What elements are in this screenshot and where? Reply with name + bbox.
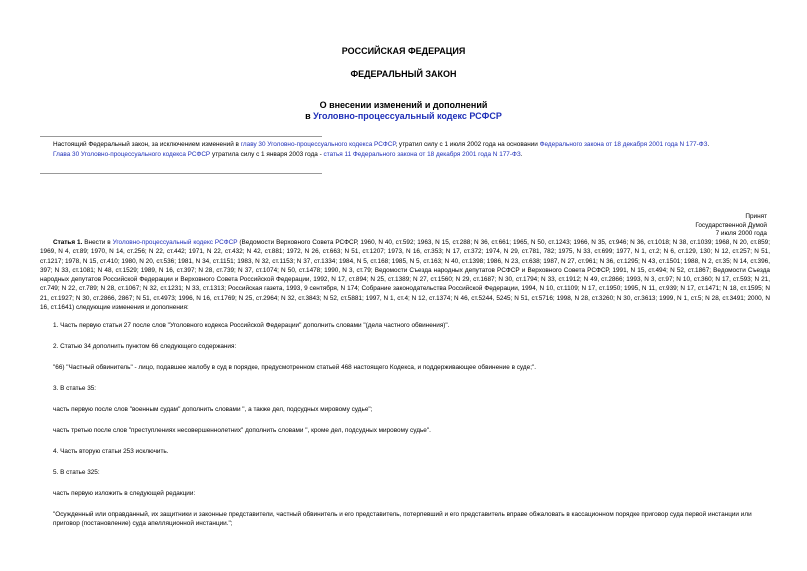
item-2-text: "66) "Частный обвинитель" - лицо, подавшее жалобу в суд в порядке, предусмотренном статьей 468 настоящего Кодекса, и поддерживающее обвинение в суде;". — [53, 364, 537, 371]
doc-type-heading: ФЕДЕРАЛЬНЫЙ ЗАКОН — [350, 69, 457, 79]
article11-link[interactable]: статья 11 Федерального закона от 18 декабря 2001 года N 177-ФЗ — [323, 151, 521, 158]
item-3: 3. В статье 35: — [53, 385, 97, 392]
item-3-part1: часть первую после слов "военным судам" дополнить словами ", а также дел, подсудных мировому судье"; — [53, 406, 373, 413]
note-top-divider — [40, 136, 322, 137]
item-1: 1. Часть первую статьи 27 после слов "Уголовного кодекса Российской Федерации" дополнить словами "(дела частного обвинения)". — [53, 322, 450, 329]
article-label: Статья 1. — [53, 239, 83, 246]
note-text: . — [520, 151, 523, 158]
item-5-part1: часть первую изложить в следующей редакции: — [53, 490, 196, 497]
item-5-text: "Осужденный или оправданный, их защитники и законные представители, частный обвинитель и его представитель, потерпевший и его представитель вправе обжаловать в кассационном порядке приговор суда первой инстанции или приговор (постановление) суда апелляционной инстанции."; — [53, 511, 752, 528]
article-intro: Внести в — [82, 239, 113, 246]
law-title-line1: О внесении изменений и дополнений — [319, 100, 488, 110]
law-title-line2 — [0, 111, 807, 122]
law-title — [0, 100, 807, 122]
item-4: 4. Часть вторую статьи 253 исключить. — [53, 448, 169, 455]
acceptance-line-1: Принят — [745, 213, 767, 220]
chapter30-link[interactable]: главу 30 Уголовно-процессуального кодекса РСФСР — [240, 141, 396, 148]
acceptance-block — [695, 213, 767, 239]
editorial-note — [40, 140, 770, 160]
acceptance-date: 7 июля 2000 года — [715, 230, 767, 238]
chapter30-link-2[interactable]: Глава 30 Уголовно-процессуального кодекса РСФСР — [53, 151, 211, 158]
code-link-article[interactable]: Уголовно-процессуальный кодекс РСФСР — [112, 239, 238, 246]
note-text: Настоящий Федеральный закон, за исключением изменений в — [53, 141, 241, 148]
acceptance-line-2: Государственной Думой — [695, 221, 767, 229]
code-link-title[interactable]: Уголовно-процессуальный кодекс РСФСР — [313, 111, 502, 121]
law-title-prefix: в — [305, 111, 314, 121]
note-text: . — [707, 141, 710, 148]
item-2: 2. Статью 34 дополнить пунктом 66 следующего содержания: — [53, 343, 237, 350]
article-text: (Ведомости Верховного Совета РСФСР, 1960, N 40, ст.592; 1963, N 15, ст.288; N 36, ст.661; 1965, N 50, ст.1243; 1966, N 35, ст.946; N 36, ст.1018; N 38, ст.1039; 1968, N 20, ст.859; 1969, N 4, ст.89; 1970, N 14, ст.256; N 22, ст.442; 1971, N 22, ст.432; N 42, ст.881; 1972, N 26, ст.663; N 51, ст.1207; 1973, N 16, ст.353; N 17, ст.372; 1974, N 29, ст.781, 782; 1975, N 33, ст.699; 1977, N 1, ст.2; N 6, ст.129, 130; N 12, ст.257; N 51, ст.1217; 1978, N 15, ст.410; 1980, N 20, ст.536; 1981, N 34, ст.1151; 1983, N 32, ст.1153; N 37, ст.1334; 1984, N 5, ст.168; 1985, N 5, ст.163; N 40, ст.1398; 1986, N 23, ст.638; 1987, N 27, ст.961; N 36, ст.1295; N 43, ст.1501; 1988, N 2, ст.35; N 14, ст.396, 397; N 33, ст.1081; N 48, ст.1529; 1989, N 16, ст.397; N 28, ст.739; N 37, ст.1074; N 50, ст.1478; 1990, N 3, ст.79; Ведомости Съезда народных депутатов РСФСР и Верховного Совета РСФСР, 1991, N 15, ст.494; N 52, ст.1867; Ведомости Съезда народных депутатов Российской Федерации и Верховного Совета Российской Федерации, 1992, N 17, ст.894; N 25, ст.1389; N 27, ст.1560; N 29, ст.1687; N 30, ст.1794; N 33, ст.1912; N 49, ст.2866; 1993, N 3, ст.97; N 10, ст.360; N 17, ст.593; N 21, ст.749; N 22, ст.789; N 28, ст.1067; N 32, ст.1231; N 33, ст.1313; Российская газета, 1993, 9 сентября, N 174; Собрание законодательства Российской Федерации, 1994, N 10, ст.1109; N 17, ст.1950; 1995, N 11, ст.939; N 17, ст.1471; N 18, ст.1595; N 21, ст.1927; N 30, ст.2866, 2867; N 51, ст.4973; 1996, N 16, ст.1769; N 25, ст.2964; N 32, ст.3843; N 52, ст.5881; 1997, N 1, ст.4; N 12, ст.1374; N 46, ст.5244, 5245; N 51, ст.5716; 1998, N 28, ст.3260; N 30, ст.3613; 1999, N 1, ст.5; N 28, ст.3491; 2000, N 16, ст.1641) следующие изменения и дополнения: — [40, 239, 771, 312]
note-paragraph-2 — [40, 150, 770, 160]
note-bottom-divider — [40, 173, 322, 174]
law-177fz-link[interactable]: Федерального закона от 18 декабря 2001 года N 177-ФЗ — [539, 141, 708, 148]
item-3-part3: часть третью после слов "преступлениях несовершеннолетних" дополнить словами ", кроме дел, подсудных мировому судье". — [53, 427, 431, 434]
note-text: , утратил силу с 1 июля 2002 года на основании — [395, 141, 540, 148]
country-heading: РОССИЙСКАЯ ФЕДЕРАЦИЯ — [341, 46, 466, 56]
note-paragraph-1 — [40, 140, 770, 150]
note-text: утратила силу с 1 января 2003 года - — [210, 151, 324, 158]
item-5: 5. В статье 325: — [53, 469, 100, 476]
article-1 — [40, 238, 770, 312]
